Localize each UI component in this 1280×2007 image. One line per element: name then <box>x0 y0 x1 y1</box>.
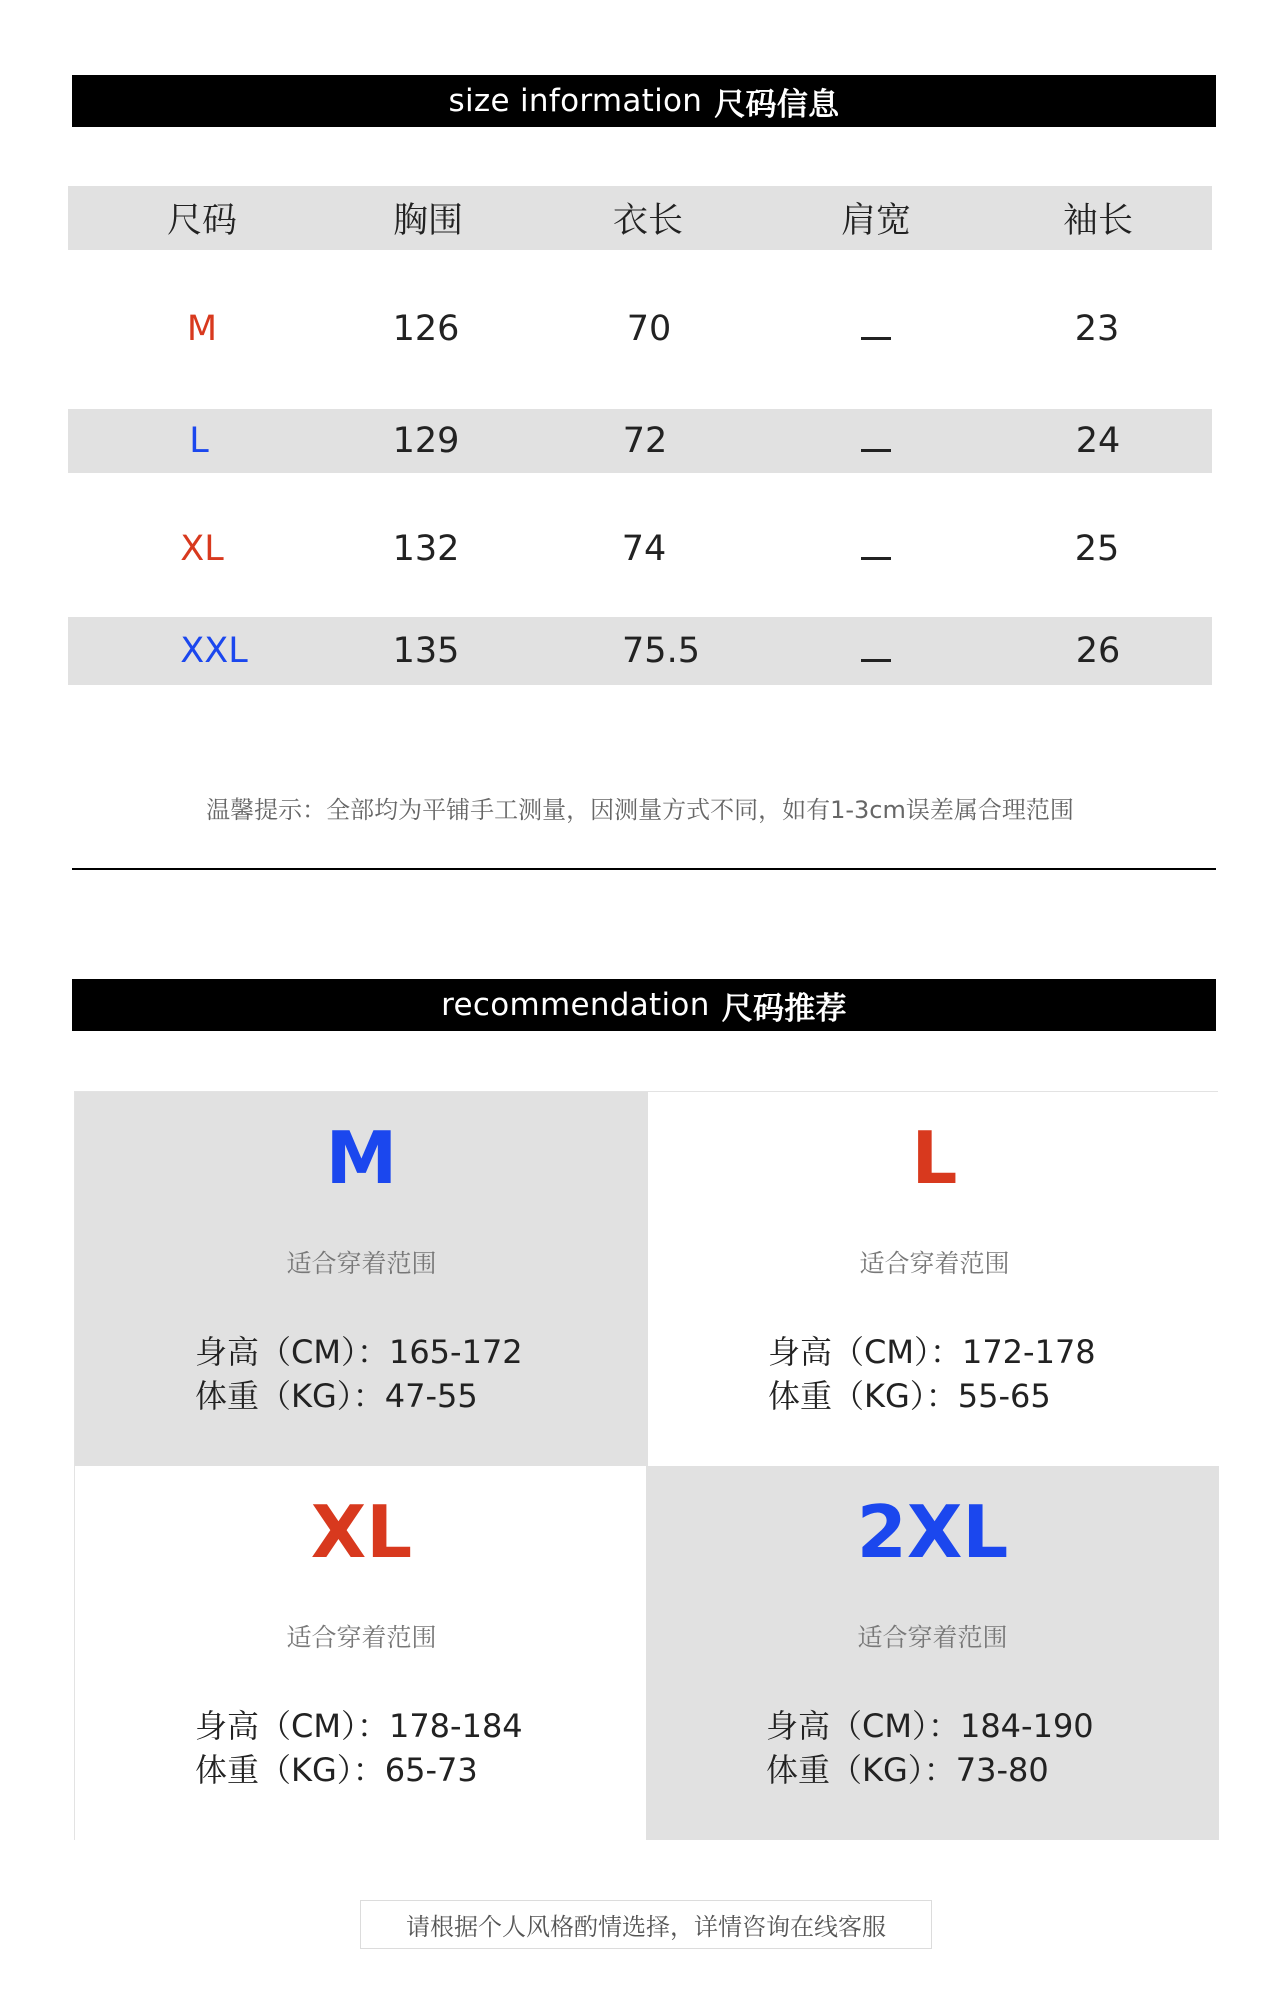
header-shoulder: 肩宽 <box>840 201 912 241</box>
size-information-title-cn: 尺码信息 <box>714 86 840 123</box>
row-shoulder <box>861 309 891 349</box>
row-length: 72 <box>622 421 668 461</box>
row-size: L <box>189 421 209 461</box>
row-shoulder <box>861 529 891 569</box>
size-information-title-en: size information <box>448 83 703 119</box>
recommend-card-xl <box>75 1466 648 1840</box>
card-weight-range: 体重（KG）：47-55 <box>195 1377 478 1415</box>
recommendation-grid <box>74 1091 1218 1840</box>
card-fit-label: 适合穿着范围 <box>286 1623 437 1652</box>
row-length: 74 <box>621 529 667 569</box>
section-divider <box>72 868 1216 870</box>
card-fit-label: 适合穿着范围 <box>286 1249 437 1278</box>
recommendation-header <box>72 979 1216 1031</box>
row-sleeve: 24 <box>1075 421 1121 461</box>
card-fit-label: 适合穿着范围 <box>857 1623 1008 1652</box>
row-shoulder <box>861 631 891 671</box>
row-length: 75.5 <box>622 631 700 671</box>
header-sleeve: 袖长 <box>1062 201 1134 241</box>
card-size-label: XL <box>310 1490 413 1574</box>
card-height-range: 身高（CM）：165-172 <box>195 1333 523 1371</box>
row-chest: 129 <box>392 421 460 461</box>
row-sleeve: 25 <box>1074 529 1120 569</box>
row-size: M <box>186 309 218 349</box>
dash-icon <box>861 449 891 452</box>
card-size-label: L <box>911 1116 958 1200</box>
dash-icon <box>861 557 891 560</box>
header-length: 衣长 <box>612 201 684 241</box>
header-size: 尺码 <box>166 201 238 241</box>
card-weight-range: 体重（KG）：65-73 <box>195 1751 478 1789</box>
table-row <box>68 297 1212 361</box>
dash-icon <box>861 659 891 662</box>
row-chest: 135 <box>392 631 460 671</box>
card-size-label: 2XL <box>856 1490 1009 1574</box>
recommend-card-l <box>648 1092 1221 1466</box>
row-sleeve: 23 <box>1074 309 1120 349</box>
row-chest: 132 <box>392 529 460 569</box>
row-length: 70 <box>626 309 672 349</box>
customer-service-note: 请根据个人风格酌情选择，详情咨询在线客服 <box>360 1900 932 1949</box>
row-size: XXL <box>180 631 248 671</box>
table-header-row <box>68 186 1212 250</box>
table-row <box>68 517 1212 581</box>
recommend-card-2xl <box>646 1466 1219 1840</box>
size-information-header <box>72 75 1216 127</box>
dash-icon <box>861 337 891 340</box>
card-fit-label: 适合穿着范围 <box>859 1249 1010 1278</box>
row-size: XL <box>180 529 224 569</box>
recommend-card-m <box>75 1092 648 1466</box>
row-chest: 126 <box>392 309 460 349</box>
table-row <box>68 409 1212 473</box>
table-row <box>68 617 1212 685</box>
header-chest: 胸围 <box>392 201 464 241</box>
recommendation-title-en: recommendation <box>441 987 710 1023</box>
card-size-label: M <box>325 1116 398 1200</box>
card-height-range: 身高（CM）：184-190 <box>766 1707 1094 1745</box>
row-shoulder <box>861 421 891 461</box>
recommendation-title-cn: 尺码推荐 <box>721 990 847 1027</box>
card-weight-range: 体重（KG）：73-80 <box>766 1751 1049 1789</box>
card-weight-range: 体重（KG）：55-65 <box>768 1377 1051 1415</box>
row-sleeve: 26 <box>1075 631 1121 671</box>
card-height-range: 身高（CM）：172-178 <box>768 1333 1096 1371</box>
measurement-note: 温馨提示：全部均为平铺手工测量，因测量方式不同，如有1-3cm误差属合理范围 <box>206 796 1074 824</box>
card-height-range: 身高（CM）：178-184 <box>195 1707 523 1745</box>
